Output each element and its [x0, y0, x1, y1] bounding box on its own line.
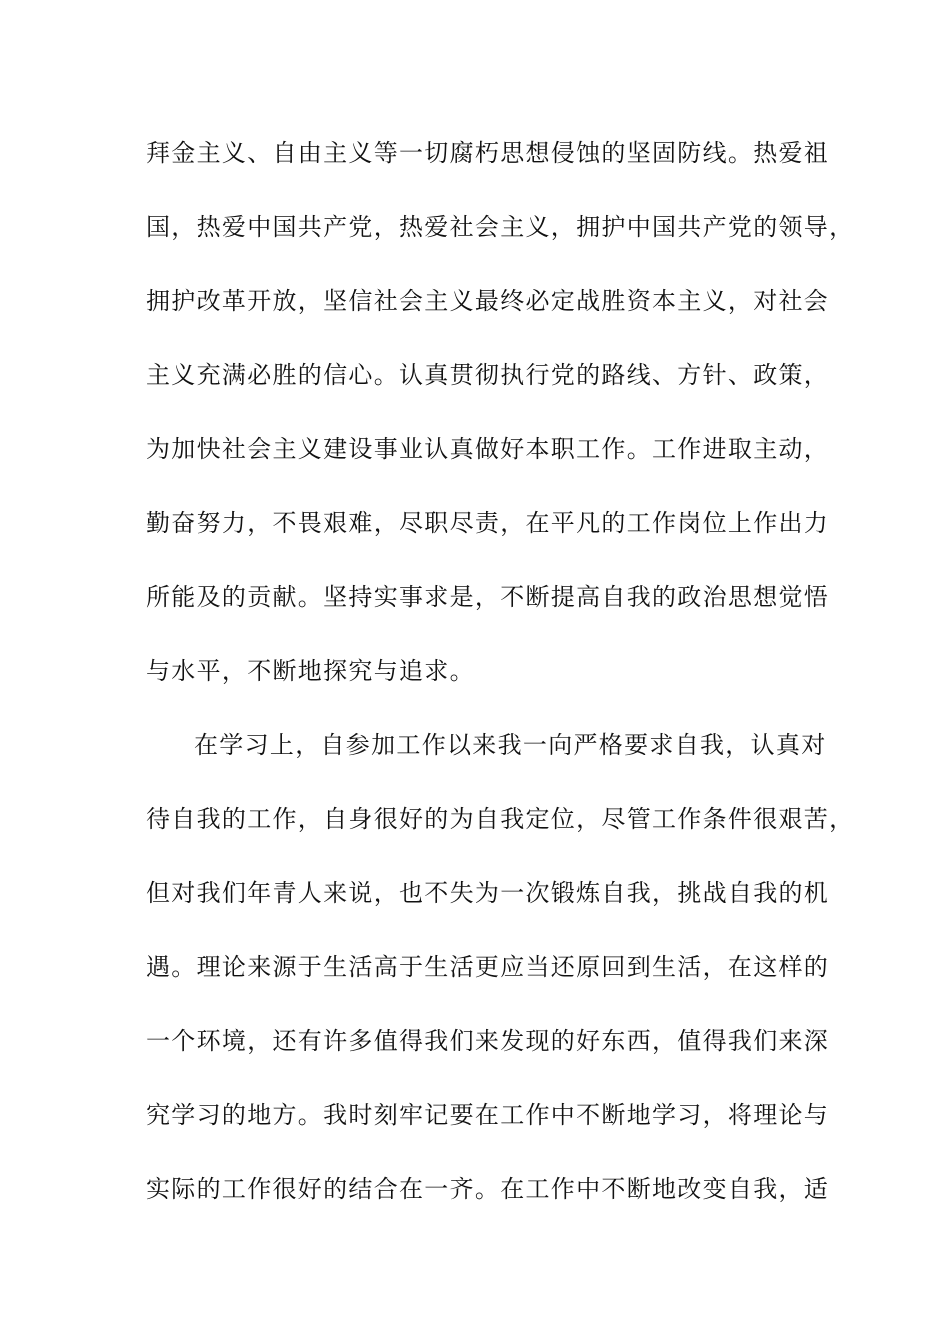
- text-line: 拥护改革开放，坚信社会主义最终必定战胜资本主义，对社会: [146, 287, 830, 315]
- text-line: 但对我们年青人来说，也不失为一次锻炼自我，挑战自我的机: [146, 879, 830, 907]
- text-line: 与水平，不断地探究与追求。: [146, 657, 475, 685]
- text-line: 一个环境，还有许多值得我们来发现的好东西，值得我们来深: [146, 1027, 830, 1055]
- text-line: 国，热爱中国共产党，热爱社会主义，拥护中国共产党的领导，: [146, 213, 855, 241]
- text-line: 待自我的工作，自身很好的为自我定位，尽管工作条件很艰苦，: [146, 805, 855, 833]
- text-line: 拜金主义、自由主义等一切腐朽思想侵蚀的坚固防线。热爱祖: [146, 139, 830, 167]
- text-line: 实际的工作很好的结合在一齐。在工作中不断地改变自我，适: [146, 1175, 830, 1203]
- text-line: 遇。理论来源于生活高于生活更应当还原回到生活，在这样的: [146, 953, 830, 981]
- text-line: 究学习的地方。我时刻牢记要在工作中不断地学习，将理论与: [146, 1101, 830, 1129]
- text-line: 为加快社会主义建设事业认真做好本职工作。工作进取主动，: [146, 435, 830, 463]
- text-line: 所能及的贡献。坚持实事求是，不断提高自我的政治思想觉悟: [146, 583, 830, 611]
- text-line-indented: 在学习上，自参加工作以来我一向严格要求自我，认真对: [194, 731, 827, 759]
- text-line: 勤奋努力，不畏艰难，尽职尽责，在平凡的工作岗位上作出力: [146, 509, 830, 537]
- text-line: 主义充满必胜的信心。认真贯彻执行党的路线、方针、政策，: [146, 361, 830, 389]
